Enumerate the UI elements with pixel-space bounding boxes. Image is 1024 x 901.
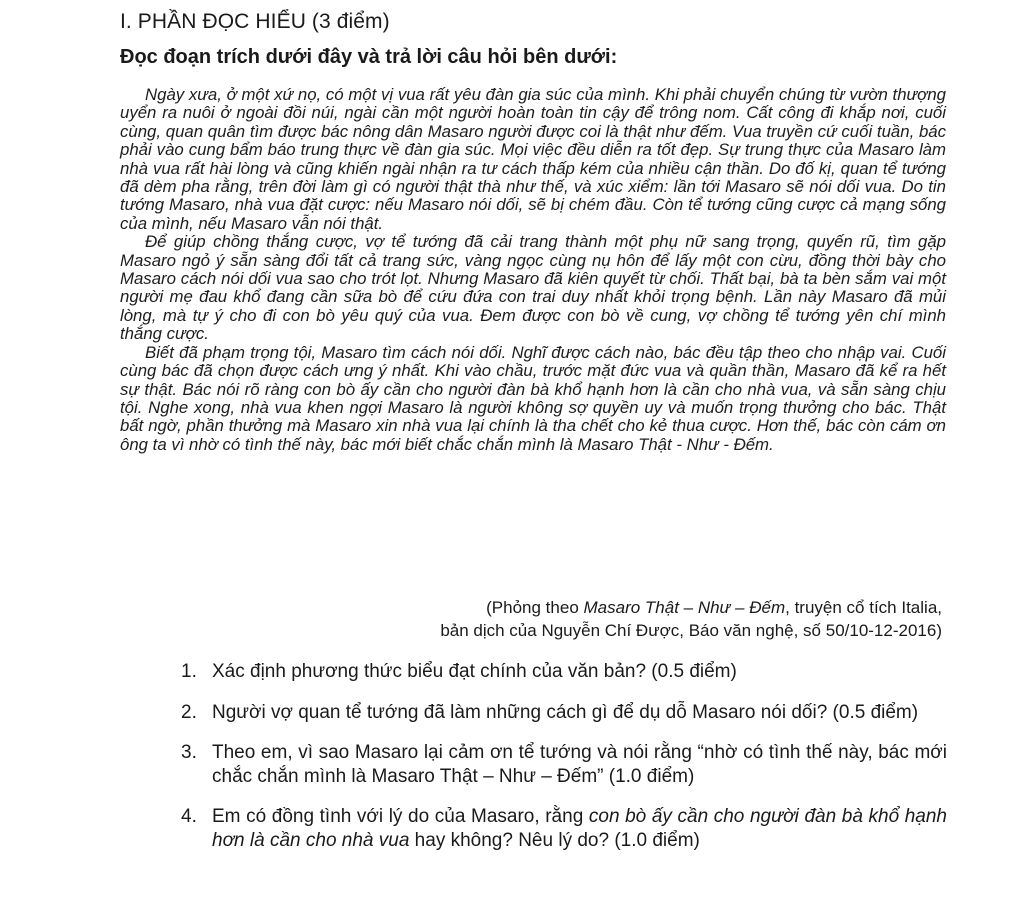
question-text: Xác định phương thức biểu đạt chính của văn bản? (0.5 điểm) bbox=[212, 661, 737, 682]
question-item bbox=[181, 805, 947, 852]
question-text bbox=[212, 806, 947, 851]
question-item bbox=[181, 741, 947, 788]
question-number: 4. bbox=[181, 806, 197, 827]
passage-paragraph-2: Để giúp chồng thắng cược, vợ tể tướng đã cải trang thành một phụ nữ sang trọng, quyến rũ, tìm gặp Masaro ngỏ ý sẵn sàng đổi tất cả trang sức, vàng ngọc cùng nụ hôn để lấy một con cừu, đồng thời bày cho Masaro cách nói dối vua sao cho trót lọt. Nhưng Masaro đã kiên quyết từ chối. Thất bại, bà ta bèn sắm vai một người mẹ đau khổ đang cần sữa bò để cứu đứa con trai duy nhất khỏi trọng bệnh. Lần này Masaro đã mủi lòng, mà tự ý cho đi con bò yêu quý của vua. Đem được con bò về cung, vợ chồng tể tướng yên chí mình thắng cược. bbox=[120, 232, 946, 344]
question-text-after: hay không? Nêu lý do? (1.0 điểm) bbox=[409, 829, 700, 851]
section-heading: I. PHẦN ĐỌC HIỂU (3 điểm) bbox=[120, 10, 390, 33]
question-text-italic: con bò ấy cần cho người đàn bà khổ hạnh hơn là cần cho nhà vua bbox=[212, 806, 947, 851]
passage-paragraph-3: Biết đã phạm trọng tội, Masaro tìm cách nói dối. Nghĩ được cách nào, bác đều tập theo cho nhập vai. Cuối cùng bác đã chọn được cách ưng ý nhất. Khi vào chầu, trước mặt đức vua và quần thần, Masaro đã kể ra hết sự thật. Bác nói rõ ràng con bò ấy cần cho người đàn bà khổ hạnh hơn là cần cho nhà vua, và sẵn sàng chịu tội. Nghe xong, nhà vua khen ngợi Masaro là người không sợ quyền uy và muốn trọng thưởng cho bác. Thật bất ngờ, phần thưởng mà Masaro xin nhà vua lại chính là tha chết cho kẻ thua cược. Hơn thế, bác còn cám ơn ông ta vì nhờ có tình thế này, bác mới biết chắc chắn mình là Masaro Thật - Như - Đếm. bbox=[120, 342, 946, 454]
question-list bbox=[181, 660, 947, 869]
passage-paragraph-1: Ngày xưa, ở một xứ nọ, có một vị vua rất yêu đàn gia súc của mình. Khi phải chuyển chúng từ vườn thượng uyển ra nuôi ở ngoài đồi núi, ngài cần một người hoàn toàn tin cậy để trông nom. Cất công đi khắp nơi, cuối cùng, quan quân tìm được bác nông dân Masaro người được coi là thật như đếm. Vua truyền cứ cuối tuần, bác phải vào cung bẩm báo trung thực về đàn gia súc. Mọi việc đều diễn ra tốt đẹp. Sự trung thực của Masaro làm nhà vua rất hài lòng và cũng khiến ngài nhận ra tư cách thấp kém của nhiều cận thần. Do đố kị, quan tể tướng đã dèm pha rằng, trên đời làm gì có người thật thà như thế, và xúc xiểm: lần tới Masaro sẽ nói dối vua. Do tin tướng Masaro, nhà vua đặt cược: nếu Masaro nói dối, sẽ bị chém đầu. Còn tể tướng cũng cược cả mạng sống của mình, nếu Masaro vẫn nói thật. bbox=[120, 85, 946, 233]
instruction-text: Đọc đoạn trích dưới đây và trả lời câu hỏi bên dưới: bbox=[120, 46, 618, 68]
question-number: 1. bbox=[181, 661, 197, 682]
question-item bbox=[181, 660, 947, 684]
source-suffix: , truyện cổ tích Italia, bbox=[785, 598, 942, 617]
question-item bbox=[181, 701, 947, 725]
question-number: 3. bbox=[181, 742, 197, 763]
story-passage bbox=[120, 86, 946, 454]
source-line-1 bbox=[440, 596, 942, 619]
source-line-2: bản dịch của Nguyễn Chí Được, Báo văn nghệ, số 50/10-12-2016) bbox=[440, 621, 942, 640]
question-text: Người vợ quan tể tướng đã làm những cách gì để dụ dỗ Masaro nói dối? (0.5 điểm) bbox=[212, 701, 919, 723]
question-number: 2. bbox=[181, 701, 197, 723]
question-text-before: Em có đồng tình với lý do của Masaro, rằng bbox=[212, 806, 589, 827]
source-prefix: (Phỏng theo bbox=[486, 598, 584, 617]
question-text: Theo em, vì sao Masaro lại cảm ơn tể tướng và nói rằng “nhờ có tình thế này, bác mới chắc chắn mình là Masaro Thật – Như – Đếm” (1.0 điểm) bbox=[212, 742, 947, 787]
source-title: Masaro Thật – Như – Đếm bbox=[583, 598, 786, 617]
source-citation bbox=[440, 596, 942, 642]
